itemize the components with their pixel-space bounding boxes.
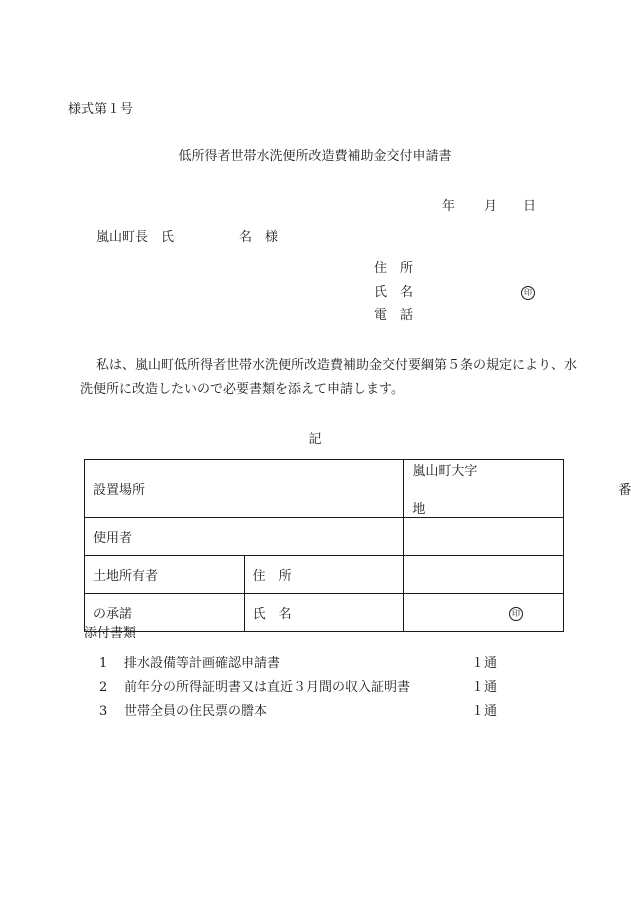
form-number: 様式第１号 [68, 102, 134, 117]
table-row-user [85, 518, 564, 556]
applicant-seal-mark: 印 [521, 286, 535, 300]
ki-heading: 記 [308, 432, 322, 447]
application-table [84, 459, 631, 632]
location-value-cell [404, 460, 631, 518]
owner-label-cell-1 [85, 556, 245, 594]
application-statement-text: 私は、嵐山町低所得者世帯水洗便所改造費補助金交付要綱第５条の規定により、水洗便所に改造したいので必要書類を添えて申請します。 [80, 358, 578, 397]
attachment-number: 1 [99, 656, 108, 671]
applicant-address-label: 住 所 [374, 261, 414, 276]
attachment-name: 前年分の所得証明書又は直近３月間の収入証明書 [124, 680, 411, 695]
location-label-cell [85, 460, 404, 518]
applicant-name-label: 氏 名 [374, 285, 414, 300]
attachment-count: １通 [471, 680, 498, 695]
owner-name-label: 氏 名 [252, 607, 292, 622]
location-value: 嵐山町大字 [412, 464, 478, 479]
attachment-number: 3 [99, 704, 108, 719]
application-statement [80, 354, 580, 402]
attachment-name: 世帯全員の住民票の謄本 [124, 704, 268, 719]
applicant-phone-label: 電 話 [374, 308, 414, 323]
table-row-owner-name [85, 594, 564, 632]
lot-number-label: 番地 [412, 483, 631, 517]
attachment-count: １通 [471, 656, 498, 671]
owner-address-label: 住 所 [252, 569, 292, 584]
location-label: 設置場所 [93, 483, 146, 498]
date-day-label: 日 [523, 199, 537, 214]
table-row-owner-address [85, 556, 564, 594]
user-value-cell [404, 518, 564, 556]
owner-label-2: の承諾 [93, 607, 133, 622]
date-year-label: 年 [442, 199, 456, 214]
date-month-label: 月 [484, 199, 498, 214]
owner-address-value-cell [404, 556, 564, 594]
table-row-location [85, 460, 564, 518]
document-title: 低所得者世帯水洗便所改造費補助金交付申請書 [178, 149, 452, 164]
addressee-line: 嵐山町長 氏 名 様 [96, 230, 279, 245]
attachments-title: 添付書類 [84, 626, 137, 641]
owner-label-1: 土地所有者 [93, 569, 159, 584]
owner-name-label-cell [244, 594, 404, 632]
attachment-name: 排水設備等計画確認申請書 [124, 656, 281, 671]
owner-name-value-cell [404, 594, 564, 632]
user-label-cell [85, 518, 404, 556]
owner-address-label-cell [244, 556, 404, 594]
user-label: 使用者 [93, 531, 133, 546]
owner-seal-mark: 印 [509, 607, 523, 621]
attachment-count: １通 [471, 704, 498, 719]
attachment-number: 2 [99, 680, 108, 695]
